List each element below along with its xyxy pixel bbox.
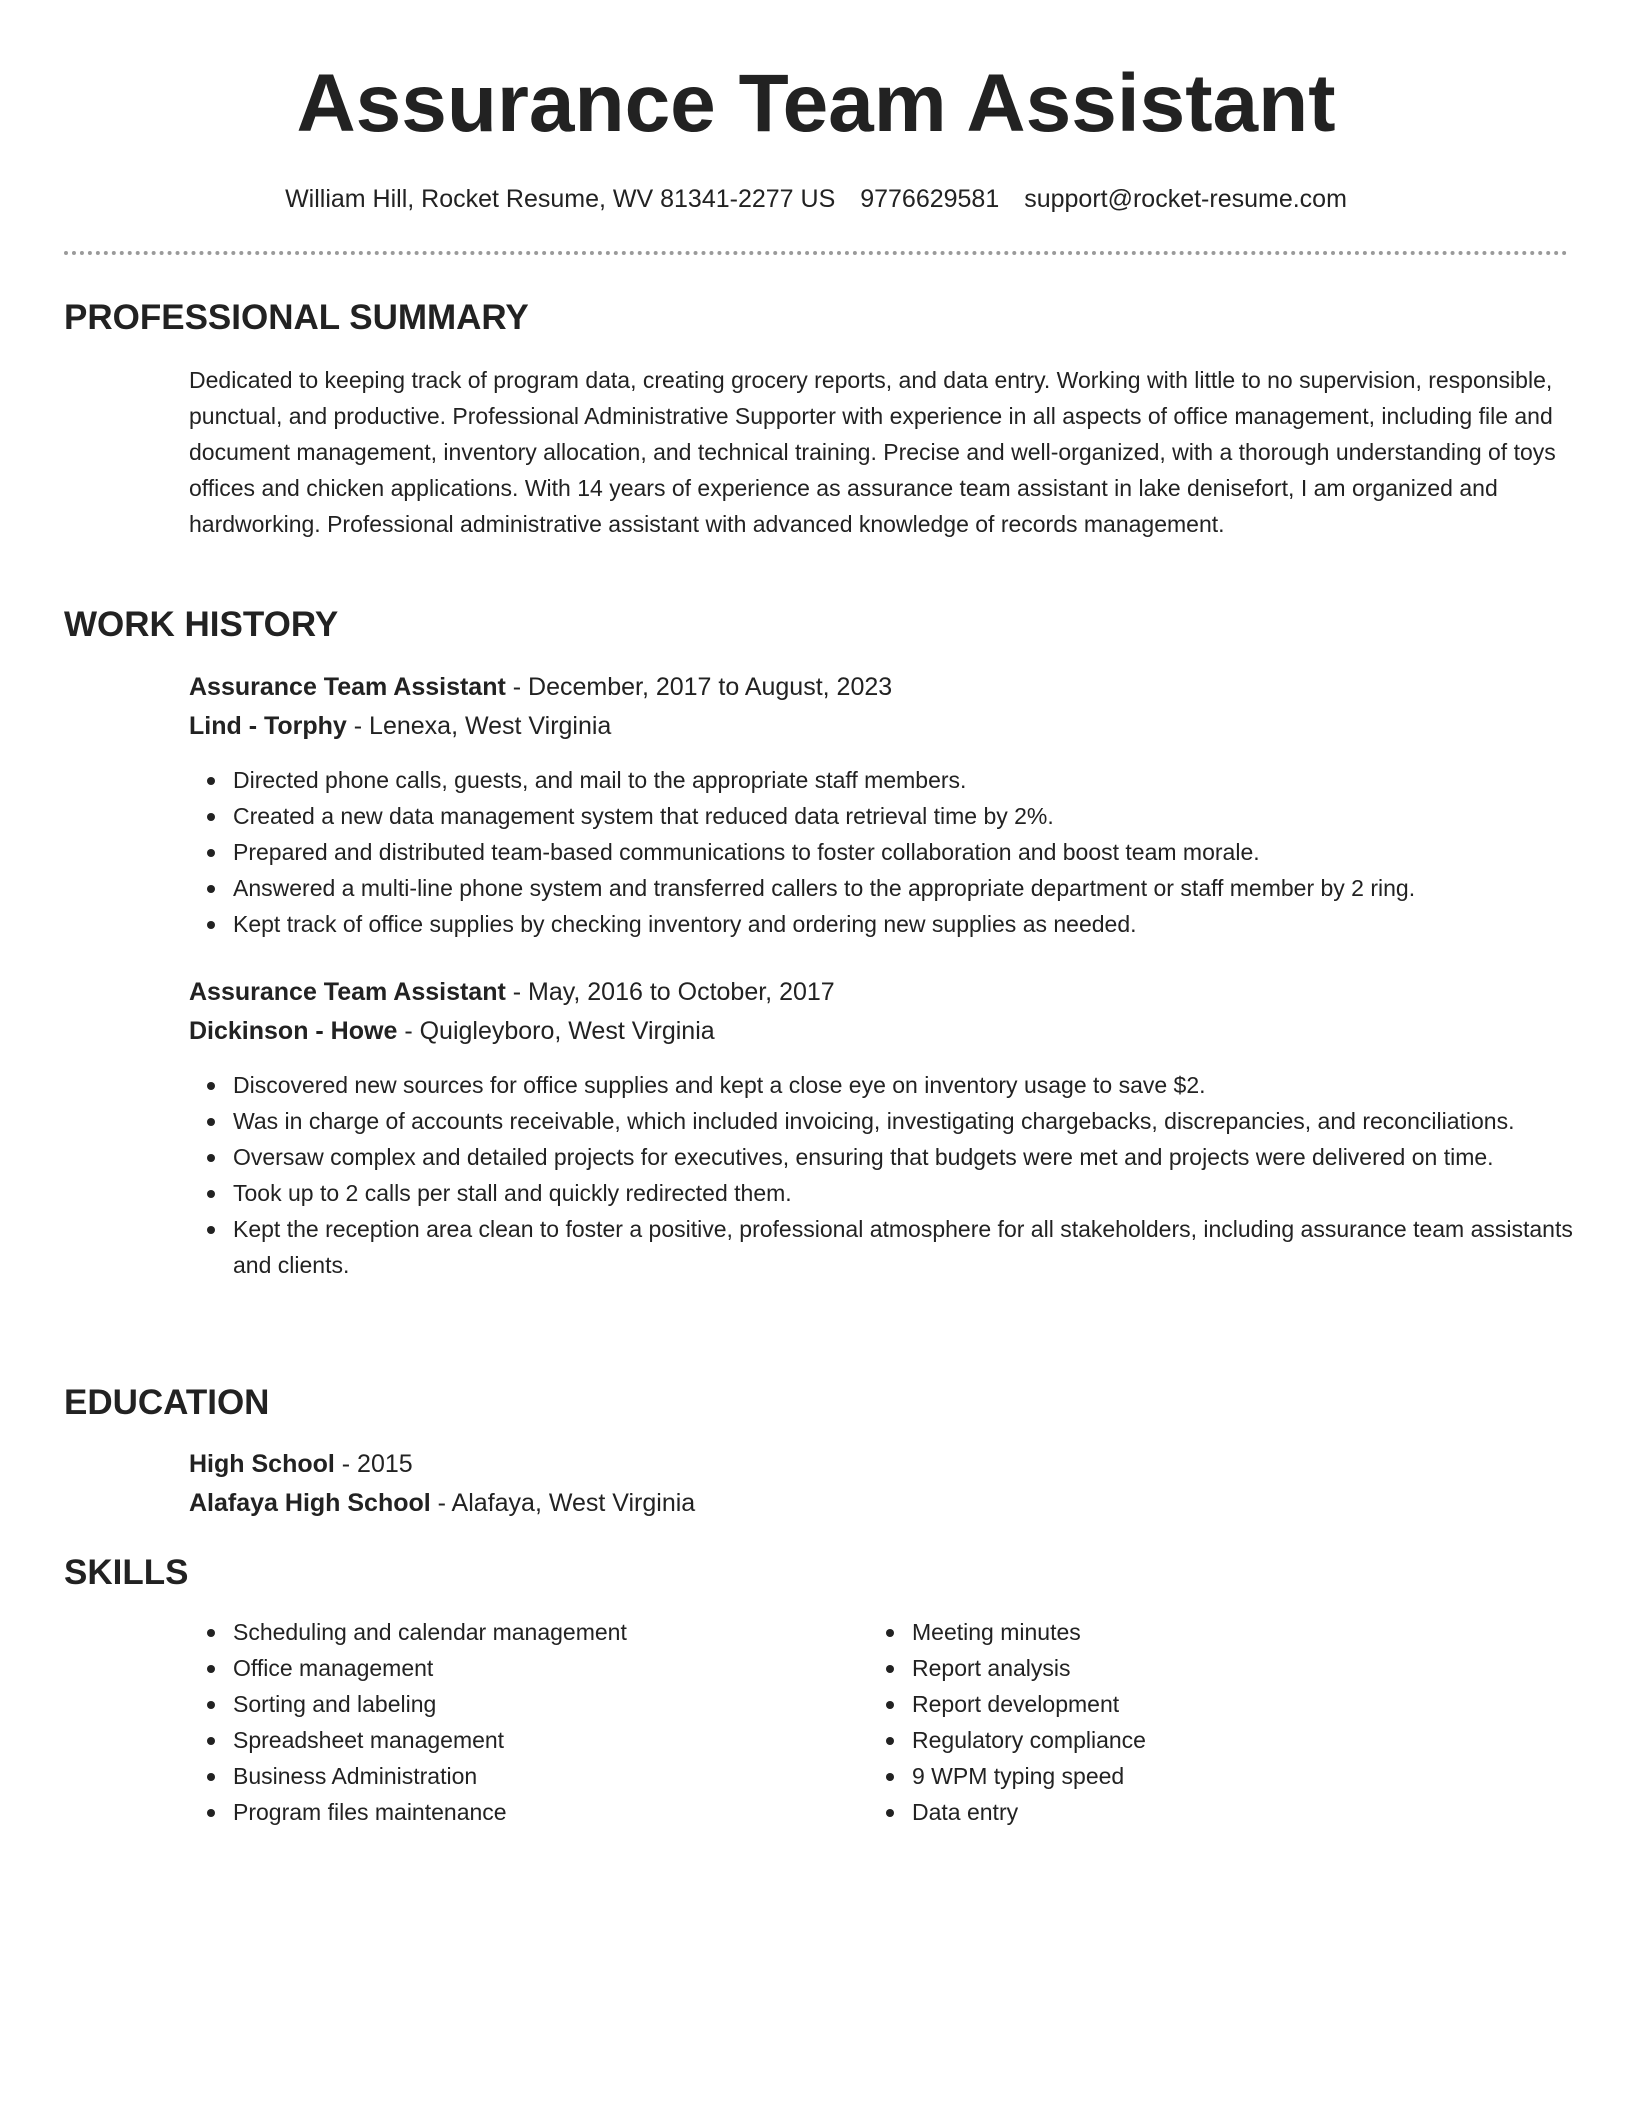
work-history-heading: WORK HISTORY bbox=[64, 605, 339, 644]
job-1-title: Assurance Team Assistant bbox=[189, 673, 506, 701]
resume-title: Assurance Team Assistant bbox=[296, 58, 1336, 149]
list-item: Office management bbox=[233, 1650, 863, 1686]
job-1-location: - Lenexa, West Virginia bbox=[346, 712, 612, 740]
header-divider bbox=[64, 251, 1568, 255]
job-1-company-line bbox=[189, 708, 1569, 744]
list-item: 9 WPM typing speed bbox=[912, 1758, 1542, 1794]
job-2-location: - Quigleyboro, West Virginia bbox=[397, 1017, 715, 1045]
job-1-company: Lind - Torphy bbox=[189, 712, 347, 740]
list-item: Directed phone calls, guests, and mail to the appropriate staff members. bbox=[233, 762, 1613, 798]
contact-line bbox=[0, 182, 1632, 216]
education-degree: High School bbox=[189, 1450, 335, 1478]
summary-text: Dedicated to keeping track of program data, creating grocery reports, and data entry. Working with little to no supervision, responsible, punctual, and productive. Professional Administrative Supporter with experience in all aspects of office management, including file and document management, inventory allocation, and technical training. Precise and well-organized, with a thorough understanding of toys offices and chicken applications. With 14 years of experience as assurance team assistant in lake denisefort, I am organized and hardworking. Professional administrative assistant with advanced knowledge of records management. bbox=[189, 367, 1556, 537]
list-item: Prepared and distributed team-based communications to foster collaboration and boost team morale. bbox=[233, 834, 1613, 870]
job-1-dates: - December, 2017 to August, 2023 bbox=[505, 673, 893, 701]
education-heading: EDUCATION bbox=[64, 1383, 270, 1422]
skills-heading: SKILLS bbox=[64, 1553, 189, 1592]
education-degree-line bbox=[189, 1446, 1569, 1482]
job-1-title-line bbox=[189, 669, 1569, 705]
contact-email[interactable]: support@rocket-resume.com bbox=[1024, 185, 1347, 213]
list-item: Oversaw complex and detailed projects for executives, ensuring that budgets were met and projects were delivered on time. bbox=[233, 1139, 1613, 1175]
list-item: Kept track of office supplies by checking inventory and ordering new supplies as needed. bbox=[233, 906, 1613, 942]
contact-phone[interactable]: 9776629581 bbox=[860, 185, 1000, 213]
list-item: Created a new data management system that reduced data retrieval time by 2%. bbox=[233, 798, 1613, 834]
list-item: Answered a multi-line phone system and transferred callers to the appropriate department or staff member by 2 ring. bbox=[233, 870, 1613, 906]
summary-heading: PROFESSIONAL SUMMARY bbox=[64, 298, 529, 337]
skills-list-right bbox=[868, 1614, 1542, 1830]
list-item: Report analysis bbox=[912, 1650, 1542, 1686]
list-item: Scheduling and calendar management bbox=[233, 1614, 863, 1650]
list-item: Data entry bbox=[912, 1794, 1542, 1830]
list-item: Meeting minutes bbox=[912, 1614, 1542, 1650]
list-item: Was in charge of accounts receivable, which included invoicing, investigating chargebacks, discrepancies, and reconciliations. bbox=[233, 1103, 1613, 1139]
job-2-bullets bbox=[189, 1067, 1613, 1283]
education-year: - 2015 bbox=[334, 1450, 413, 1478]
list-item: Program files maintenance bbox=[233, 1794, 863, 1830]
list-item: Kept the reception area clean to foster a positive, professional atmosphere for all stakeholders, including assurance team assistants and clients. bbox=[233, 1211, 1613, 1283]
job-2-dates: - May, 2016 to October, 2017 bbox=[505, 978, 835, 1006]
list-item: Spreadsheet management bbox=[233, 1722, 863, 1758]
job-2-company-line bbox=[189, 1013, 1569, 1049]
skills-list-left bbox=[189, 1614, 863, 1830]
education-school: Alafaya High School bbox=[189, 1489, 431, 1517]
job-2-title-line bbox=[189, 974, 1569, 1010]
job-2-company: Dickinson - Howe bbox=[189, 1017, 398, 1045]
list-item: Took up to 2 calls per stall and quickly redirected them. bbox=[233, 1175, 1613, 1211]
list-item: Sorting and labeling bbox=[233, 1686, 863, 1722]
job-1-bullets bbox=[189, 762, 1613, 942]
list-item: Regulatory compliance bbox=[912, 1722, 1542, 1758]
list-item: Business Administration bbox=[233, 1758, 863, 1794]
list-item: Discovered new sources for office supplies and kept a close eye on inventory usage to save $2. bbox=[233, 1067, 1613, 1103]
education-school-line bbox=[189, 1485, 1569, 1521]
list-item: Report development bbox=[912, 1686, 1542, 1722]
job-2-title: Assurance Team Assistant bbox=[189, 978, 506, 1006]
education-location: - Alafaya, West Virginia bbox=[430, 1489, 696, 1517]
contact-address: William Hill, Rocket Resume, WV 81341-2277 US bbox=[285, 185, 836, 213]
